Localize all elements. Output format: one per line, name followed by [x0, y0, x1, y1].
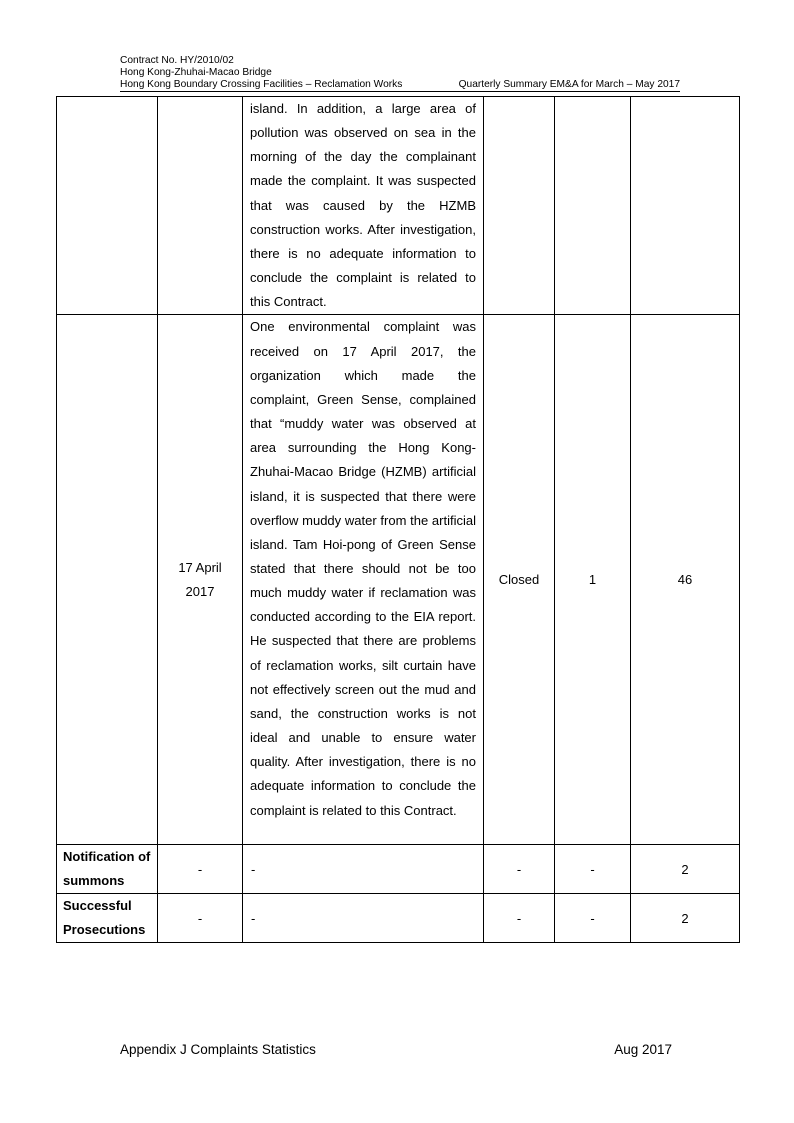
table-row: [57, 315, 740, 845]
description-cell: [243, 97, 484, 315]
status-cell: [484, 97, 555, 315]
category-label: summons: [63, 873, 125, 889]
table-row: [57, 845, 740, 894]
status-cell: -: [484, 845, 555, 894]
count-cell: -: [555, 845, 631, 894]
category-cell: [57, 97, 158, 315]
complaint-description: One environmental complaint was received on 17 April 2017, the organization which made the complaint, Green Sense, complained that “muddy water was observed at area surrounding the Hong Kong-Zhuhai-Macao Bridge (HZMB) artificial island, it is suspected that there were overflow muddy water from the artificial island. Tam Hoi-pong of Green Sense stated that there should not be too much muddy water if reclamation was conducted according to the EIA report. He suspected that there are problems of reclamation works, silt curtain have not effectively screen out the mud and sand, the construction works is not ideal and unable to ensure water quality. After investigation, there is no adequate information to conclude the complaint is related to this Contract.: [250, 319, 476, 818]
report-title: Quarterly Summary EM&A for March – May 2017: [458, 79, 680, 90]
category-label: Notification of: [63, 849, 151, 865]
complaint-date-year: 2017: [185, 583, 215, 599]
report-date: Aug 2017: [614, 1042, 672, 1057]
description-cell: -: [243, 845, 484, 894]
category-cell: [57, 315, 158, 845]
table-row: [57, 894, 740, 943]
date-cell: -: [158, 845, 243, 894]
cumulative-cell: [631, 97, 740, 315]
category-label: Successful: [63, 898, 132, 914]
cumulative-cell: 2: [631, 894, 740, 943]
status-cell: Closed: [484, 315, 555, 845]
count-cell: [555, 97, 631, 315]
count-cell: 1: [555, 315, 631, 845]
complaint-date-day: 17 April: [178, 559, 222, 575]
date-cell: [158, 97, 243, 315]
complaints-table: [56, 96, 740, 943]
date-cell: [158, 315, 243, 845]
count-cell: -: [555, 894, 631, 943]
table-row: [57, 97, 740, 315]
header-line: [120, 79, 680, 92]
appendix-title: Appendix J Complaints Statistics: [120, 1042, 316, 1057]
category-label: Prosecutions: [63, 922, 146, 938]
page-footer: [120, 1042, 672, 1057]
description-cell: -: [243, 894, 484, 943]
category-cell: [57, 894, 158, 943]
date-cell: -: [158, 894, 243, 943]
cumulative-cell: 46: [631, 315, 740, 845]
contract-number: Contract No. HY/2010/02: [120, 55, 234, 66]
complaint-description: island. In addition, a large area of pollution was observed on sea in the morning of the day the complainant made the complaint. It was suspected that was caused by the HZMB construction works. After investigation, there is no adequate information to conclude the complaint is related to this Contract.: [250, 101, 476, 310]
description-cell: [243, 315, 484, 845]
category-cell: [57, 845, 158, 894]
facility-name: Hong Kong Boundary Crossing Facilities – Reclamation Works: [120, 79, 403, 90]
status-cell: -: [484, 894, 555, 943]
project-name: Hong Kong-Zhuhai-Macao Bridge: [120, 67, 272, 78]
page-header: [120, 55, 680, 92]
cumulative-cell: 2: [631, 845, 740, 894]
